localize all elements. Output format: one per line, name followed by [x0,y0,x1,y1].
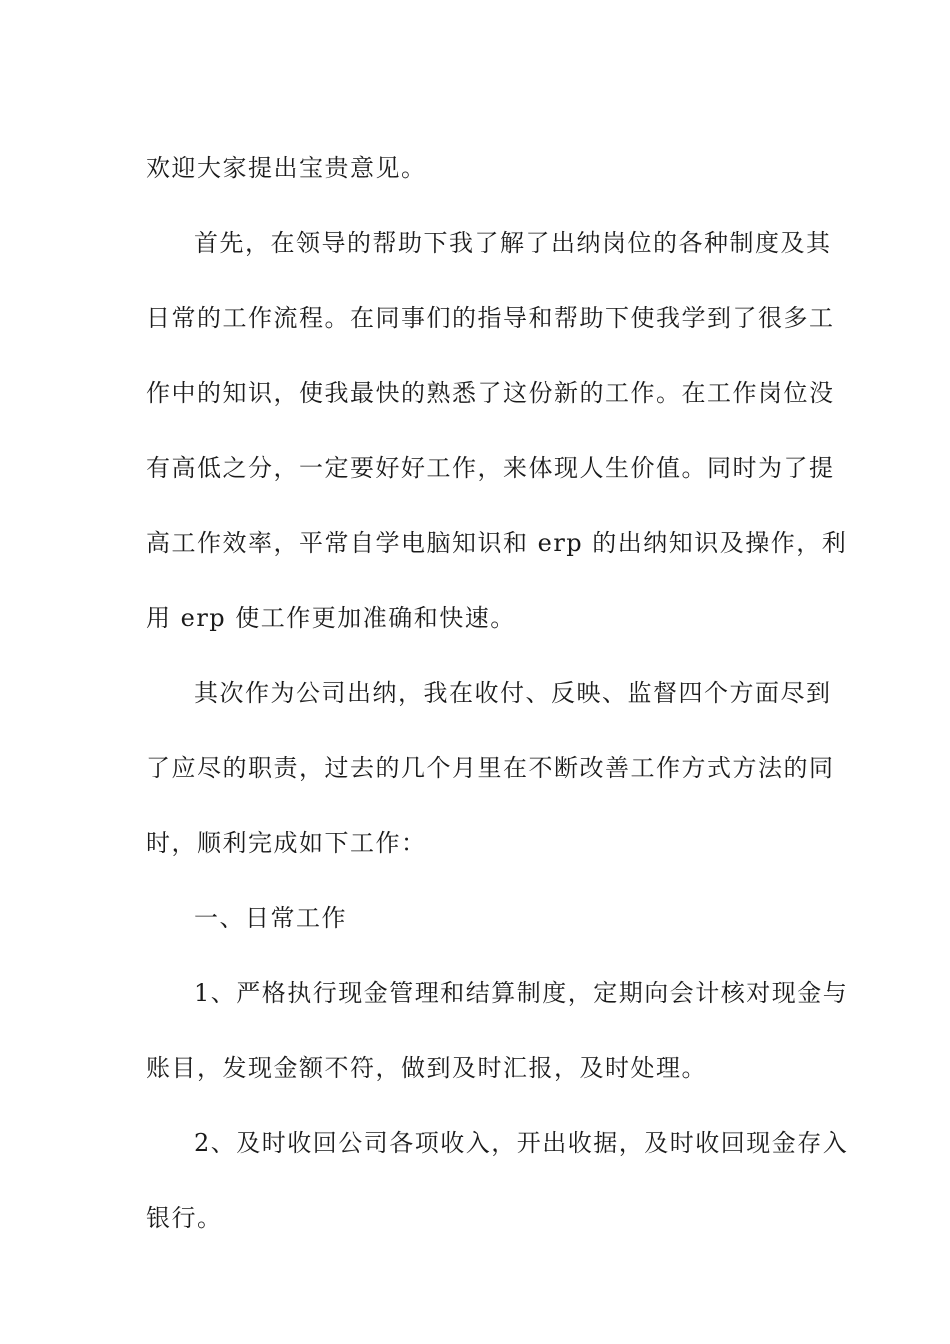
text-line: 时，顺利完成如下工作： [146,829,427,857]
text-line: 用 erp 使工作更加准确和快速。 [146,604,516,632]
text-line: 1、严格执行现金管理和结算制度，定期向会计核对现金与 [194,979,849,1007]
text-line: 欢迎大家提出宝贵意见。 [146,154,427,182]
text-line: 高工作效率，平常自学电脑知识和 erp 的出纳知识及操作，利 [146,529,848,557]
text-line: 作中的知识，使我最快的熟悉了这份新的工作。在工作岗位没 [146,379,835,407]
text-line: 日常的工作流程。在同事们的指导和帮助下使我学到了很多工 [146,304,835,332]
text-line: 有高低之分，一定要好好工作，来体现人生价值。同时为了提 [146,454,835,482]
text-line: 账目，发现金额不符，做到及时汇报，及时处理。 [146,1054,707,1082]
text-line: 银行。 [146,1204,223,1232]
document-body [146,131,849,1256]
section-heading: 一、日常工作 [194,904,347,932]
text-line: 了应尽的职责，过去的几个月里在不断改善工作方式方法的同 [146,754,835,782]
text-line: 2、及时收回公司各项收入，开出收据，及时收回现金存入 [194,1129,849,1157]
text-line: 其次作为公司出纳，我在收付、反映、监督四个方面尽到 [194,679,832,707]
text-line: 首先，在领导的帮助下我了解了出纳岗位的各种制度及其 [194,229,832,257]
